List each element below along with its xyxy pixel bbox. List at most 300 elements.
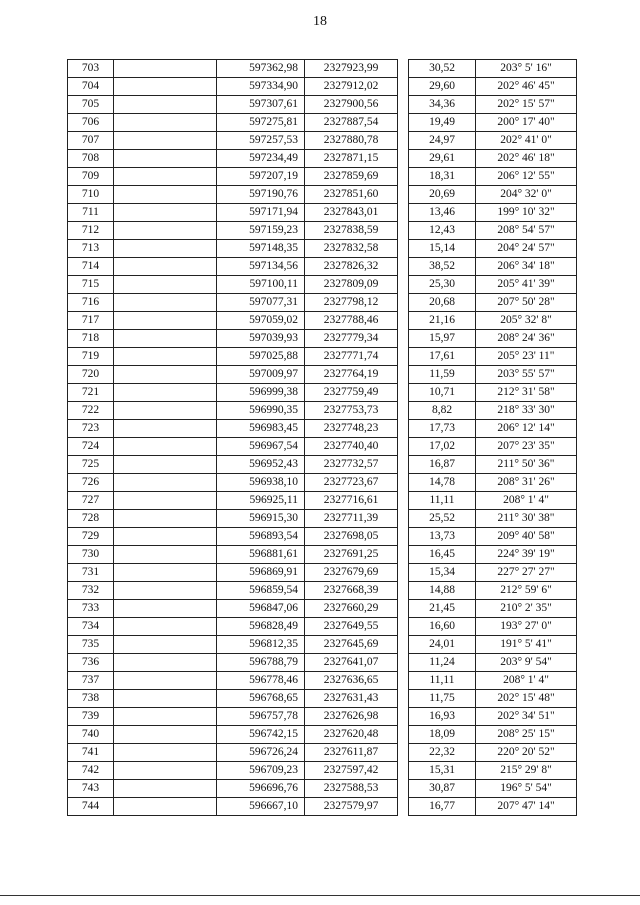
blank-cell <box>114 114 217 132</box>
x-coordinate-cell: 596757,78 <box>217 708 305 726</box>
spacer-cell <box>398 294 409 312</box>
blank-cell <box>114 276 217 294</box>
blank-cell <box>114 366 217 384</box>
distance-cell: 19,49 <box>409 114 476 132</box>
point-number-cell: 742 <box>68 762 114 780</box>
spacer-cell <box>398 366 409 384</box>
y-coordinate-cell: 2327826,32 <box>305 258 398 276</box>
y-coordinate-cell: 2327620,48 <box>305 726 398 744</box>
table-row <box>68 114 577 132</box>
bearing-cell: 199° 10' 32" <box>476 204 577 222</box>
point-number-cell: 722 <box>68 402 114 420</box>
distance-cell: 16,77 <box>409 798 476 816</box>
blank-cell <box>114 474 217 492</box>
y-coordinate-cell: 2327887,54 <box>305 114 398 132</box>
blank-cell <box>114 186 217 204</box>
bearing-cell: 224° 39' 19" <box>476 546 577 564</box>
blank-cell <box>114 618 217 636</box>
point-number-cell: 707 <box>68 132 114 150</box>
y-coordinate-cell: 2327626,98 <box>305 708 398 726</box>
point-number-cell: 720 <box>68 366 114 384</box>
table-row <box>68 600 577 618</box>
table-row <box>68 618 577 636</box>
table-row <box>68 492 577 510</box>
table-row <box>68 168 577 186</box>
table-row <box>68 330 577 348</box>
bearing-cell: 208° 24' 36" <box>476 330 577 348</box>
y-coordinate-cell: 2327740,40 <box>305 438 398 456</box>
point-number-cell: 711 <box>68 204 114 222</box>
x-coordinate-cell: 596788,79 <box>217 654 305 672</box>
table-row <box>68 762 577 780</box>
x-coordinate-cell: 596881,61 <box>217 546 305 564</box>
table-row <box>68 276 577 294</box>
x-coordinate-cell: 596667,10 <box>217 798 305 816</box>
table-row <box>68 582 577 600</box>
y-coordinate-cell: 2327764,19 <box>305 366 398 384</box>
blank-cell <box>114 348 217 366</box>
table-row <box>68 366 577 384</box>
point-number-cell: 726 <box>68 474 114 492</box>
point-number-cell: 740 <box>68 726 114 744</box>
distance-cell: 11,75 <box>409 690 476 708</box>
x-coordinate-cell: 596778,46 <box>217 672 305 690</box>
bearing-cell: 208° 1' 4" <box>476 492 577 510</box>
spacer-cell <box>398 708 409 726</box>
distance-cell: 16,45 <box>409 546 476 564</box>
point-number-cell: 743 <box>68 780 114 798</box>
table-row <box>68 546 577 564</box>
distance-cell: 17,73 <box>409 420 476 438</box>
spacer-cell <box>398 456 409 474</box>
table-row <box>68 672 577 690</box>
blank-cell <box>114 492 217 510</box>
table-row <box>68 798 577 816</box>
y-coordinate-cell: 2327779,34 <box>305 330 398 348</box>
point-number-cell: 735 <box>68 636 114 654</box>
spacer-cell <box>398 654 409 672</box>
table-row <box>68 258 577 276</box>
table-row <box>68 636 577 654</box>
blank-cell <box>114 510 217 528</box>
table-row <box>68 150 577 168</box>
y-coordinate-cell: 2327641,07 <box>305 654 398 672</box>
bearing-cell: 218° 33' 30" <box>476 402 577 420</box>
distance-cell: 15,97 <box>409 330 476 348</box>
distance-cell: 18,31 <box>409 168 476 186</box>
distance-cell: 11,24 <box>409 654 476 672</box>
bearing-cell: 208° 31' 26" <box>476 474 577 492</box>
table-row <box>68 60 577 78</box>
bearing-cell: 202° 34' 51" <box>476 708 577 726</box>
bearing-cell: 202° 46' 18" <box>476 150 577 168</box>
x-coordinate-cell: 596869,91 <box>217 564 305 582</box>
x-coordinate-cell: 596893,54 <box>217 528 305 546</box>
distance-cell: 15,31 <box>409 762 476 780</box>
x-coordinate-cell: 597134,56 <box>217 258 305 276</box>
blank-cell <box>114 744 217 762</box>
point-number-cell: 733 <box>68 600 114 618</box>
y-coordinate-cell: 2327588,53 <box>305 780 398 798</box>
spacer-cell <box>398 114 409 132</box>
y-coordinate-cell: 2327691,25 <box>305 546 398 564</box>
blank-cell <box>114 132 217 150</box>
bearing-cell: 205° 23' 11" <box>476 348 577 366</box>
bearing-cell: 204° 32' 0" <box>476 186 577 204</box>
blank-cell <box>114 312 217 330</box>
spacer-cell <box>398 222 409 240</box>
distance-cell: 11,59 <box>409 366 476 384</box>
blank-cell <box>114 528 217 546</box>
x-coordinate-cell: 597159,23 <box>217 222 305 240</box>
spacer-cell <box>398 780 409 798</box>
x-coordinate-cell: 597190,76 <box>217 186 305 204</box>
bearing-cell: 205° 41' 39" <box>476 276 577 294</box>
distance-cell: 24,97 <box>409 132 476 150</box>
bearing-cell: 212° 31' 58" <box>476 384 577 402</box>
x-coordinate-cell: 596990,35 <box>217 402 305 420</box>
blank-cell <box>114 222 217 240</box>
spacer-cell <box>398 384 409 402</box>
spacer-cell <box>398 582 409 600</box>
distance-cell: 14,88 <box>409 582 476 600</box>
x-coordinate-cell: 596768,65 <box>217 690 305 708</box>
point-number-cell: 718 <box>68 330 114 348</box>
point-number-cell: 709 <box>68 168 114 186</box>
point-number-cell: 716 <box>68 294 114 312</box>
distance-cell: 24,01 <box>409 636 476 654</box>
y-coordinate-cell: 2327788,46 <box>305 312 398 330</box>
distance-cell: 21,16 <box>409 312 476 330</box>
table-row <box>68 528 577 546</box>
y-coordinate-cell: 2327912,02 <box>305 78 398 96</box>
blank-cell <box>114 402 217 420</box>
spacer-cell <box>398 564 409 582</box>
point-number-cell: 705 <box>68 96 114 114</box>
blank-cell <box>114 78 217 96</box>
bearing-cell: 206° 34' 18" <box>476 258 577 276</box>
distance-cell: 18,09 <box>409 726 476 744</box>
x-coordinate-cell: 597275,81 <box>217 114 305 132</box>
bearing-cell: 203° 5' 16" <box>476 60 577 78</box>
blank-cell <box>114 438 217 456</box>
x-coordinate-cell: 597207,19 <box>217 168 305 186</box>
blank-cell <box>114 258 217 276</box>
x-coordinate-cell: 597009,97 <box>217 366 305 384</box>
table-row <box>68 456 577 474</box>
blank-cell <box>114 636 217 654</box>
blank-cell <box>114 420 217 438</box>
bearing-cell: 203° 9' 54" <box>476 654 577 672</box>
spacer-cell <box>398 96 409 114</box>
x-coordinate-cell: 597171,94 <box>217 204 305 222</box>
x-coordinate-cell: 596828,49 <box>217 618 305 636</box>
spacer-cell <box>398 510 409 528</box>
distance-cell: 15,34 <box>409 564 476 582</box>
point-number-cell: 725 <box>68 456 114 474</box>
x-coordinate-cell: 596967,54 <box>217 438 305 456</box>
blank-cell <box>114 672 217 690</box>
spacer-cell <box>398 690 409 708</box>
y-coordinate-cell: 2327843,01 <box>305 204 398 222</box>
spacer-cell <box>398 474 409 492</box>
spacer-cell <box>398 60 409 78</box>
blank-cell <box>114 780 217 798</box>
table-row <box>68 402 577 420</box>
bearing-cell: 211° 30' 38" <box>476 510 577 528</box>
table-row <box>68 294 577 312</box>
y-coordinate-cell: 2327645,69 <box>305 636 398 654</box>
table-row <box>68 744 577 762</box>
table-row <box>68 420 577 438</box>
y-coordinate-cell: 2327679,69 <box>305 564 398 582</box>
distance-cell: 16,60 <box>409 618 476 636</box>
y-coordinate-cell: 2327771,74 <box>305 348 398 366</box>
y-coordinate-cell: 2327579,97 <box>305 798 398 816</box>
bearing-cell: 193° 27' 0" <box>476 618 577 636</box>
x-coordinate-cell: 597257,53 <box>217 132 305 150</box>
bearing-cell: 206° 12' 14" <box>476 420 577 438</box>
bearing-cell: 207° 23' 35" <box>476 438 577 456</box>
y-coordinate-cell: 2327759,49 <box>305 384 398 402</box>
blank-cell <box>114 204 217 222</box>
bearing-cell: 206° 12' 55" <box>476 168 577 186</box>
footer-divider <box>0 895 640 896</box>
spacer-cell <box>398 744 409 762</box>
y-coordinate-cell: 2327636,65 <box>305 672 398 690</box>
spacer-cell <box>398 492 409 510</box>
y-coordinate-cell: 2327748,23 <box>305 420 398 438</box>
coordinates-table-body <box>68 60 577 816</box>
bearing-cell: 208° 1' 4" <box>476 672 577 690</box>
table-row <box>68 510 577 528</box>
blank-cell <box>114 96 217 114</box>
bearing-cell: 208° 54' 57" <box>476 222 577 240</box>
distance-cell: 16,93 <box>409 708 476 726</box>
spacer-cell <box>398 798 409 816</box>
distance-cell: 34,36 <box>409 96 476 114</box>
table-row <box>68 204 577 222</box>
spacer-cell <box>398 132 409 150</box>
distance-cell: 30,87 <box>409 780 476 798</box>
bearing-cell: 220° 20' 52" <box>476 744 577 762</box>
table-row <box>68 348 577 366</box>
blank-cell <box>114 150 217 168</box>
blank-cell <box>114 330 217 348</box>
y-coordinate-cell: 2327798,12 <box>305 294 398 312</box>
bearing-cell: 207° 50' 28" <box>476 294 577 312</box>
x-coordinate-cell: 596742,15 <box>217 726 305 744</box>
bearing-cell: 209° 40' 58" <box>476 528 577 546</box>
blank-cell <box>114 294 217 312</box>
point-number-cell: 703 <box>68 60 114 78</box>
spacer-cell <box>398 330 409 348</box>
y-coordinate-cell: 2327668,39 <box>305 582 398 600</box>
table-row <box>68 780 577 798</box>
distance-cell: 12,43 <box>409 222 476 240</box>
bearing-cell: 212° 59' 6" <box>476 582 577 600</box>
y-coordinate-cell: 2327880,78 <box>305 132 398 150</box>
spacer-cell <box>398 438 409 456</box>
bearing-cell: 207° 47' 14" <box>476 798 577 816</box>
distance-cell: 17,02 <box>409 438 476 456</box>
blank-cell <box>114 600 217 618</box>
blank-cell <box>114 654 217 672</box>
spacer-cell <box>398 420 409 438</box>
x-coordinate-cell: 596983,45 <box>217 420 305 438</box>
spacer-cell <box>398 204 409 222</box>
bearing-cell: 205° 32' 8" <box>476 312 577 330</box>
bearing-cell: 202° 46' 45" <box>476 78 577 96</box>
x-coordinate-cell: 596859,54 <box>217 582 305 600</box>
point-number-cell: 731 <box>68 564 114 582</box>
bearing-cell: 202° 41' 0" <box>476 132 577 150</box>
blank-cell <box>114 240 217 258</box>
y-coordinate-cell: 2327859,69 <box>305 168 398 186</box>
x-coordinate-cell: 596999,38 <box>217 384 305 402</box>
bearing-cell: 211° 50' 36" <box>476 456 577 474</box>
table-row <box>68 78 577 96</box>
distance-cell: 25,52 <box>409 510 476 528</box>
distance-cell: 20,69 <box>409 186 476 204</box>
blank-cell <box>114 546 217 564</box>
distance-cell: 8,82 <box>409 402 476 420</box>
x-coordinate-cell: 597362,98 <box>217 60 305 78</box>
spacer-cell <box>398 258 409 276</box>
point-number-cell: 712 <box>68 222 114 240</box>
distance-cell: 10,71 <box>409 384 476 402</box>
y-coordinate-cell: 2327597,42 <box>305 762 398 780</box>
spacer-cell <box>398 672 409 690</box>
distance-cell: 13,46 <box>409 204 476 222</box>
table-row <box>68 654 577 672</box>
x-coordinate-cell: 597100,11 <box>217 276 305 294</box>
distance-cell: 13,73 <box>409 528 476 546</box>
blank-cell <box>114 564 217 582</box>
distance-cell: 14,78 <box>409 474 476 492</box>
y-coordinate-cell: 2327723,67 <box>305 474 398 492</box>
distance-cell: 30,52 <box>409 60 476 78</box>
y-coordinate-cell: 2327838,59 <box>305 222 398 240</box>
distance-cell: 17,61 <box>409 348 476 366</box>
blank-cell <box>114 798 217 816</box>
point-number-cell: 744 <box>68 798 114 816</box>
point-number-cell: 737 <box>68 672 114 690</box>
distance-cell: 11,11 <box>409 672 476 690</box>
x-coordinate-cell: 597059,02 <box>217 312 305 330</box>
bearing-cell: 208° 25' 15" <box>476 726 577 744</box>
spacer-cell <box>398 726 409 744</box>
y-coordinate-cell: 2327631,43 <box>305 690 398 708</box>
point-number-cell: 704 <box>68 78 114 96</box>
table-row <box>68 690 577 708</box>
spacer-cell <box>398 348 409 366</box>
y-coordinate-cell: 2327711,39 <box>305 510 398 528</box>
y-coordinate-cell: 2327698,05 <box>305 528 398 546</box>
point-number-cell: 736 <box>68 654 114 672</box>
point-number-cell: 717 <box>68 312 114 330</box>
point-number-cell: 732 <box>68 582 114 600</box>
point-number-cell: 729 <box>68 528 114 546</box>
table-row <box>68 708 577 726</box>
point-number-cell: 734 <box>68 618 114 636</box>
y-coordinate-cell: 2327716,61 <box>305 492 398 510</box>
table-row <box>68 132 577 150</box>
bearing-cell: 204° 24' 57" <box>476 240 577 258</box>
bearing-cell: 191° 5' 41" <box>476 636 577 654</box>
bearing-cell: 215° 29' 8" <box>476 762 577 780</box>
x-coordinate-cell: 597025,88 <box>217 348 305 366</box>
point-number-cell: 727 <box>68 492 114 510</box>
x-coordinate-cell: 596915,30 <box>217 510 305 528</box>
blank-cell <box>114 168 217 186</box>
distance-cell: 25,30 <box>409 276 476 294</box>
bearing-cell: 203° 55' 57" <box>476 366 577 384</box>
table-row <box>68 240 577 258</box>
point-number-cell: 706 <box>68 114 114 132</box>
table-row <box>68 438 577 456</box>
distance-cell: 21,45 <box>409 600 476 618</box>
distance-cell: 29,61 <box>409 150 476 168</box>
blank-cell <box>114 60 217 78</box>
x-coordinate-cell: 596925,11 <box>217 492 305 510</box>
point-number-cell: 723 <box>68 420 114 438</box>
point-number-cell: 739 <box>68 708 114 726</box>
x-coordinate-cell: 596938,10 <box>217 474 305 492</box>
y-coordinate-cell: 2327900,56 <box>305 96 398 114</box>
x-coordinate-cell: 597148,35 <box>217 240 305 258</box>
point-number-cell: 741 <box>68 744 114 762</box>
blank-cell <box>114 726 217 744</box>
spacer-cell <box>398 240 409 258</box>
point-number-cell: 721 <box>68 384 114 402</box>
table-row <box>68 222 577 240</box>
y-coordinate-cell: 2327611,87 <box>305 744 398 762</box>
bearing-cell: 210° 2' 35" <box>476 600 577 618</box>
table-row <box>68 96 577 114</box>
y-coordinate-cell: 2327753,73 <box>305 402 398 420</box>
distance-cell: 11,11 <box>409 492 476 510</box>
blank-cell <box>114 708 217 726</box>
table-row <box>68 474 577 492</box>
bearing-cell: 200° 17' 40" <box>476 114 577 132</box>
y-coordinate-cell: 2327649,55 <box>305 618 398 636</box>
distance-cell: 15,14 <box>409 240 476 258</box>
y-coordinate-cell: 2327851,60 <box>305 186 398 204</box>
blank-cell <box>114 384 217 402</box>
y-coordinate-cell: 2327871,15 <box>305 150 398 168</box>
spacer-cell <box>398 276 409 294</box>
bearing-cell: 196° 5' 54" <box>476 780 577 798</box>
distance-cell: 38,52 <box>409 258 476 276</box>
x-coordinate-cell: 597039,93 <box>217 330 305 348</box>
spacer-cell <box>398 186 409 204</box>
spacer-cell <box>398 402 409 420</box>
bearing-cell: 202° 15' 48" <box>476 690 577 708</box>
point-number-cell: 715 <box>68 276 114 294</box>
x-coordinate-cell: 596952,43 <box>217 456 305 474</box>
x-coordinate-cell: 597234,49 <box>217 150 305 168</box>
spacer-cell <box>398 618 409 636</box>
spacer-cell <box>398 312 409 330</box>
spacer-cell <box>398 762 409 780</box>
table-row <box>68 726 577 744</box>
blank-cell <box>114 582 217 600</box>
page-number: 18 <box>313 14 327 29</box>
spacer-cell <box>398 528 409 546</box>
table-row <box>68 384 577 402</box>
point-number-cell: 719 <box>68 348 114 366</box>
